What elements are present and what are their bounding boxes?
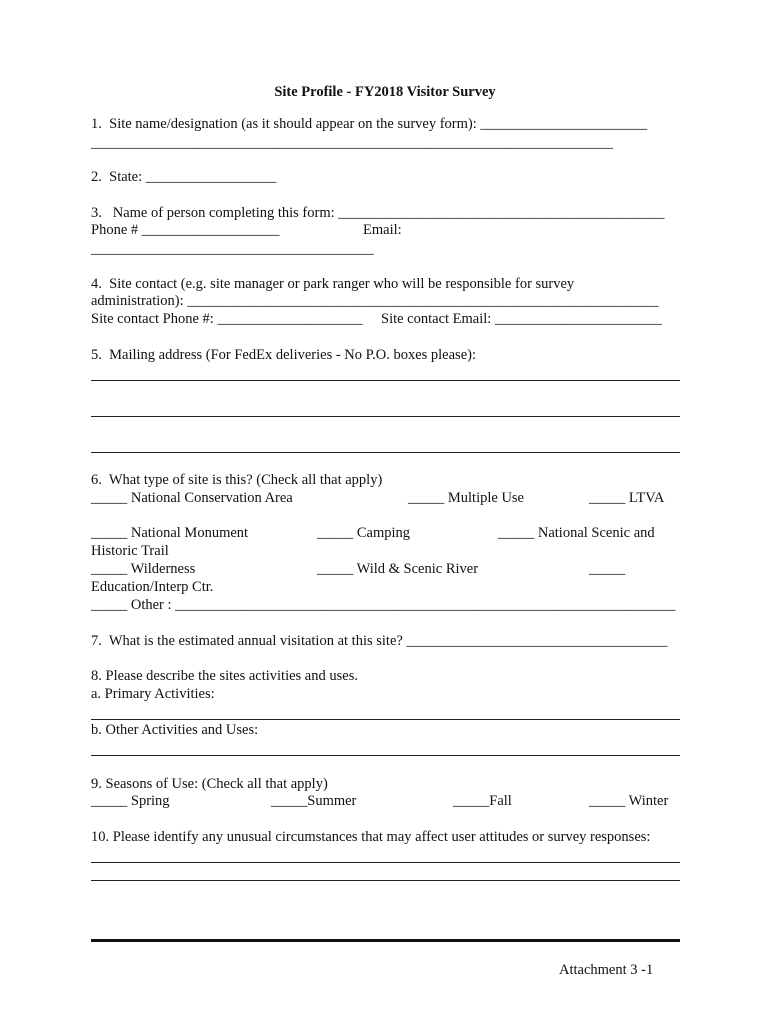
q6-option-other: _____ Other : _____________________________________________________________________ [91,597,676,613]
q8-primary-activities: a. Primary Activities: [91,686,215,702]
q6-option-monument: _____ National Monument [91,525,249,541]
q5-address-line-2 [91,416,680,417]
q6-option-camping: _____ Camping [317,525,411,541]
q9-option-spring: _____ Spring [91,793,170,809]
q6-option-ltva: _____ LTVA [589,490,665,506]
q6-option-education: Education/Interp Ctr. [91,579,214,595]
q5-address-line-1 [91,380,680,381]
q3-email-line: _______________________________________ [91,241,374,257]
q9-option-fall: _____Fall [453,793,512,809]
q4-administration: administration): _________________________________________________________________ [91,293,659,309]
attachment-label: Attachment 3 -1 [559,962,654,978]
q6-option-scenic: _____ National Scenic and [498,525,655,541]
q5-mailing-address: 5. Mailing address (For FedEx deliveries - No P.O. boxes please): [91,347,476,363]
q8-other-line [91,755,680,756]
q10-circumstances: 10. Please identify any unusual circumstances that may affect user attitudes or survey responses: [91,829,651,845]
q3-email: Email: [363,222,402,238]
q6-option-river: _____ Wild & Scenic River [317,561,479,577]
q10-line-1 [91,862,680,863]
q4-site-contact: 4. Site contact (e.g. site manager or park ranger who will be responsible for survey [91,276,575,292]
q6-option-multiple-use: _____ Multiple Use [408,490,524,506]
q1-blank-line: ________________________________________________________________________ [91,135,613,151]
q7-visitation: 7. What is the estimated annual visitation at this site? ____________________________________ [91,633,668,649]
q4-contact-phone: Site contact Phone #: ____________________ [91,311,363,327]
q6-option-historic-trail: Historic Trail [91,543,169,559]
q9-seasons: 9. Seasons of Use: (Check all that apply) [91,776,328,792]
q9-option-summer: _____Summer [271,793,357,809]
q8-activities: 8. Please describe the sites activities and uses. [91,668,358,684]
q6-option-edu-blank: _____ [589,561,626,577]
q6-option-nca: _____ National Conservation Area [91,490,293,506]
q4-contact-email: Site contact Email: _______________________ [381,311,662,327]
footer-rule [91,939,680,942]
q3-phone: Phone # ___________________ [91,222,280,238]
page-title: Site Profile - FY2018 Visitor Survey [274,84,496,100]
q9-option-winter: _____ Winter [589,793,669,809]
q6-option-wilderness: _____ Wilderness [91,561,196,577]
q1-site-name: 1. Site name/designation (as it should appear on the survey form): _______________________ [91,116,648,132]
q8-primary-line [91,719,680,720]
q3-person: 3. Name of person completing this form: _____________________________________________ [91,205,665,221]
q10-line-2 [91,880,680,881]
q8-other-activities: b. Other Activities and Uses: [91,722,259,738]
q5-address-line-3 [91,452,680,453]
q2-state: 2. State: __________________ [91,169,277,185]
q6-site-type: 6. What type of site is this? (Check all that apply) [91,472,383,488]
